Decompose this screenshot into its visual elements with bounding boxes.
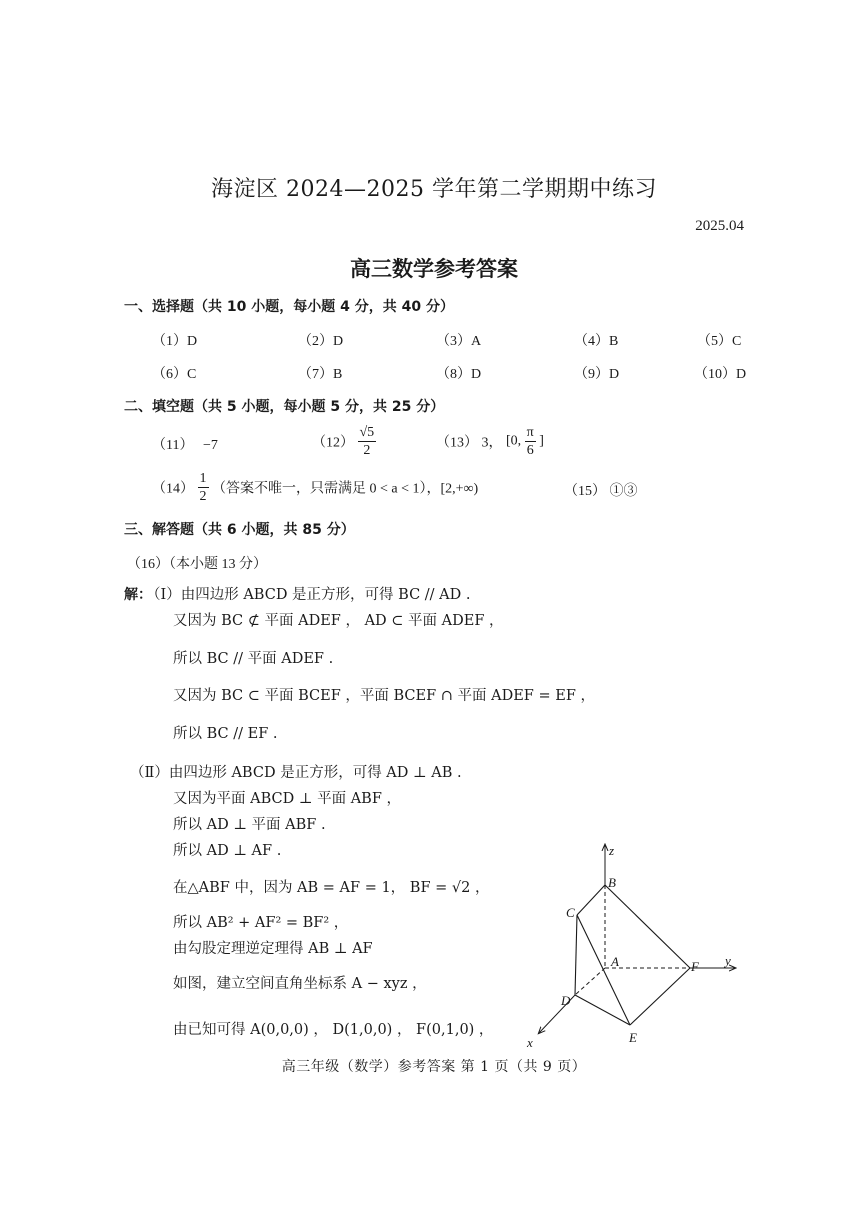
answer-13-numerator: π <box>526 425 534 440</box>
solution-line-12: 由勾股定理逆定理得 AB ⊥ AF <box>173 941 373 957</box>
edge-ef <box>630 968 690 1025</box>
answer-14-label: （14） <box>152 481 194 497</box>
section2-heading: 二、填空题（共 5 小题，每小题 5 分，共 25 分） <box>124 399 445 415</box>
answer-13-fraction <box>525 424 536 459</box>
answer-15 <box>564 480 638 500</box>
solution-line-7: 又因为平面 ABCD ⊥ 平面 ABF ， <box>173 791 401 807</box>
answer-14-fraction <box>198 470 209 505</box>
answer-11 <box>152 434 218 454</box>
edge-de <box>575 995 630 1025</box>
solution-label: 解： <box>124 587 152 603</box>
solution-line-5: 所以 BC // EF . <box>173 726 278 742</box>
answer-11-label: （11） <box>152 438 194 453</box>
document-subtitle: 高三数学参考答案 <box>350 257 518 281</box>
answer-5: （5）C <box>697 334 742 349</box>
x-axis-dashed <box>575 968 605 995</box>
document-title: 海淀区 2024—2025 学年第二学期期中练习 <box>211 177 657 202</box>
answer-1: （1）D <box>152 334 198 349</box>
edge-ce <box>577 915 630 1025</box>
label-c: C <box>566 905 575 920</box>
answer-3: （3）A <box>436 334 482 349</box>
answer-10: （10）D <box>694 367 747 382</box>
label-x: x <box>527 1035 533 1050</box>
answer-13-interval-end: ] <box>539 433 544 449</box>
solution-line-6: （Ⅱ）由四边形 ABCD 是正方形，可得 AD ⊥ AB . <box>130 765 462 781</box>
answer-14-note: （答案不唯一，只需满足 0 < a < 1），[2,+∞) <box>212 481 479 497</box>
answer-12-fraction <box>358 424 377 459</box>
solution-line-1: （Ⅰ）由四边形 ABCD 是正方形，可得 BC // AD . <box>146 587 471 603</box>
solution-line-4: 又因为 BC ⊂ 平面 BCEF ，平面 BCEF ∩ 平面 ADEF = EF ， <box>173 688 595 704</box>
answer-6: （6）C <box>152 367 197 382</box>
answer-12 <box>312 424 376 459</box>
label-d: D <box>561 993 571 1008</box>
solution-line-13: 如图，建立空间直角坐标系 A − xyz ， <box>173 976 427 992</box>
answer-2: （2）D <box>298 334 344 349</box>
label-e: E <box>629 1030 637 1045</box>
answer-15-value: ①③ <box>609 484 638 499</box>
answer-13-label: （13） <box>436 435 478 451</box>
page-footer: 高三年级（数学）参考答案 第 1 页（共 9 页） <box>281 1059 587 1075</box>
answer-15-label: （15） <box>564 484 606 499</box>
solution-line-14: 由已知可得 A(0,0,0) ， D(1,0,0) ， F(0,1,0) ， <box>173 1022 494 1038</box>
section1-heading: 一、选择题（共 10 小题，每小题 4 分，共 40 分） <box>124 299 454 315</box>
answer-11-value: −7 <box>202 438 218 453</box>
answer-12-numerator: √5 <box>359 425 375 440</box>
answer-12-denominator: 2 <box>363 443 371 458</box>
solution-line-11: 所以 AB² + AF² = BF² ， <box>173 915 349 931</box>
answer-9: （9）D <box>574 367 620 382</box>
solution-line-10: 在△ABF 中，因为 AB = AF = 1， BF = √2 ， <box>173 880 490 896</box>
solution-line-8: 所以 AD ⊥ 平面 ABF . <box>173 817 326 833</box>
answer-8: （8）D <box>436 367 482 382</box>
coordinate-figure <box>525 835 745 1050</box>
label-a: A <box>611 954 619 969</box>
solution-line-2: 又因为 BC ⊄ 平面 ADEF ， AD ⊂ 平面 ADEF ， <box>173 613 504 629</box>
answer-4: （4）B <box>574 334 619 349</box>
answer-14-denominator: 2 <box>199 489 207 504</box>
label-b: B <box>608 875 616 890</box>
answer-13-value: 3， <box>481 435 503 451</box>
answer-13-interval-start: [0, <box>506 433 522 449</box>
question-16-heading: （16）（本小题 13 分） <box>127 557 267 572</box>
answer-13 <box>436 424 544 459</box>
label-y: y <box>725 953 731 968</box>
answer-13-denominator: 6 <box>526 443 534 458</box>
answer-14 <box>152 470 478 505</box>
answer-12-label: （12） <box>312 435 354 451</box>
solution-line-3: 所以 BC // 平面 ADEF . <box>173 651 334 667</box>
answer-7: （7）B <box>298 367 343 382</box>
section3-heading: 三、解答题（共 6 小题，共 85 分） <box>124 522 355 538</box>
answer-14-numerator: 1 <box>199 471 207 486</box>
label-f: F <box>691 959 699 974</box>
label-z: z <box>609 843 615 858</box>
solution-line-9: 所以 AD ⊥ AF . <box>173 843 282 859</box>
edge-cd <box>575 915 577 995</box>
edge-bc <box>577 885 605 915</box>
document-date: 2025.04 <box>695 218 744 234</box>
